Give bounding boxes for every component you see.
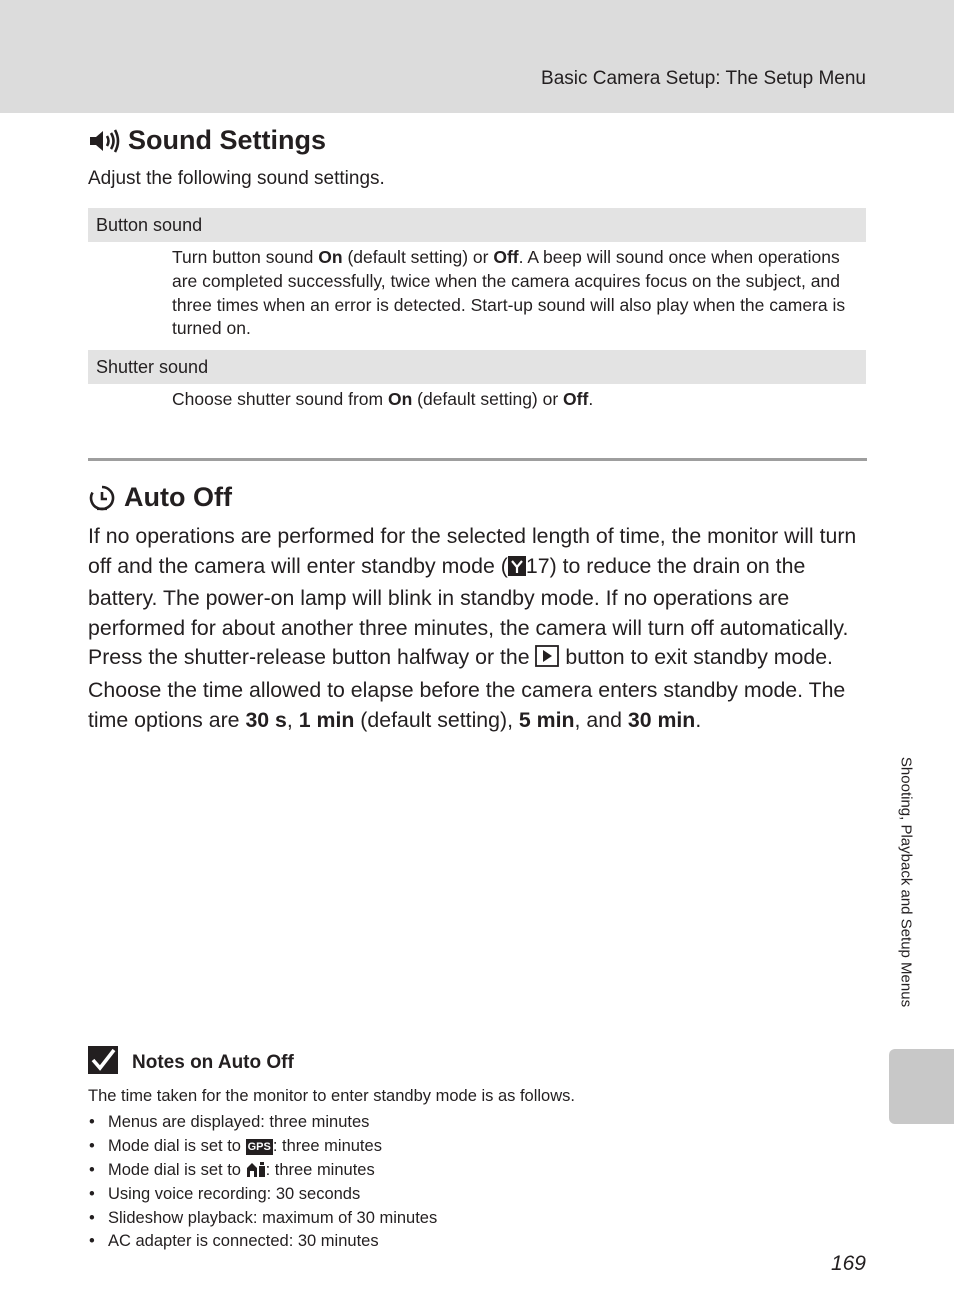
playback-button-icon: [535, 645, 559, 676]
shutter-sound-label: Shutter sound: [88, 350, 866, 384]
notes-heading: [88, 1046, 294, 1080]
sound-settings-title: Sound Settings: [128, 125, 326, 155]
shutter-sound-description: Choose shutter sound from On (default setting) or Off.: [172, 389, 594, 409]
sound-settings-intro: Adjust the following sound settings.: [88, 168, 385, 189]
notes-list: [88, 1111, 437, 1254]
gps-mode-icon: GPS: [247, 1140, 271, 1153]
auto-off-heading: [88, 482, 232, 513]
auto-off-title: Auto Off: [124, 482, 232, 512]
side-tab-label: Shooting, Playback and Setup Menus: [897, 756, 915, 1008]
side-tab: [889, 1049, 954, 1124]
list-item: • Mode dial is set to GPS : three minutes: [88, 1135, 437, 1159]
list-item: • Menus are displayed: three minutes: [88, 1111, 437, 1135]
page-number: 169: [830, 1252, 866, 1275]
button-sound-description: Turn button sound On (default setting) or Off. A beep will sound once when operations are completed successfully, twice when the camera acquires focus on the subject, and three times when an error is detected. Start-up sound will also play when the camera is turned on.: [172, 247, 846, 339]
notes-title: Notes on Auto Off: [132, 1052, 294, 1073]
notes-intro: The time taken for the monitor to enter standby mode is as follows.: [88, 1087, 575, 1105]
list-item: • Using voice recording: 30 seconds: [88, 1183, 437, 1207]
list-item: • Mode dial is set to : three minutes: [88, 1159, 437, 1183]
section-divider: [88, 458, 867, 461]
list-item: • AC adapter is connected: 30 minutes: [88, 1230, 437, 1254]
header-band: [0, 0, 954, 113]
auto-off-body: If no operations are performed for the selected length of time, the monitor will turn off and the camera will enter standby mode ( 17) to reduce the drain on the battery. The power-on lamp will blink in standby mode. If no operations are performed for about another three minutes, the camera will turn off automatically. Press the shutter-release button halfway or the button to exit standby mode. Choose the time allowed to elapse before the camera enters standby mode. The time options are 30 s, 1 min (default setting), 5 min, and 30 min.: [88, 524, 857, 732]
timer-icon: [88, 484, 116, 512]
speaker-icon: [88, 128, 120, 154]
running-header: Basic Camera Setup: The Setup Menu: [541, 68, 866, 89]
checkmark-icon: [88, 1046, 118, 1080]
button-sound-label: Button sound: [88, 208, 866, 242]
page-reference-icon: [508, 555, 526, 585]
list-item: • Slideshow playback: maximum of 30 minutes: [88, 1207, 437, 1231]
sound-settings-heading: [88, 125, 326, 156]
